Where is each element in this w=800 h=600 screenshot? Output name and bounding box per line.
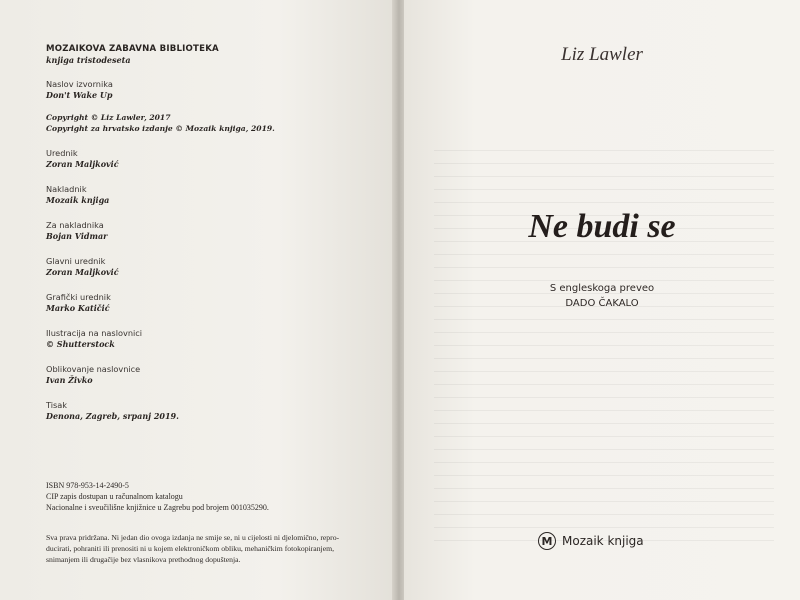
series-block	[46, 44, 366, 66]
rights-line: snimanjem ili drugačije bez vlasnikova prethodnog dopuštenja.	[46, 555, 241, 564]
cip-line: CIP zapis dostupan u računalnom katalogu	[46, 492, 183, 501]
author-name: Liz Lawler	[561, 44, 643, 65]
credit-label: Ilustracija na naslovnici	[46, 328, 143, 338]
series-title: MOZAIKOVA ZABAVNA BIBLIOTEKA	[46, 44, 219, 54]
copyright-line: Copyright © Liz Lawler, 2017	[46, 113, 171, 122]
translator-name: DADO ČAKALO	[565, 298, 639, 309]
series-number: knjiga tristodeseta	[46, 55, 131, 65]
publisher-imprint	[538, 532, 644, 550]
original-title-label: Naslov izvornika	[46, 79, 113, 89]
rights-line: Sva prava pridržana. Ni jedan dio ovoga izdanja ne smije se, ni u cijelosti ni djelomično, repro-	[46, 533, 340, 542]
credit-value: Marko Katičić	[46, 303, 110, 313]
book-title: Ne budi se	[528, 208, 676, 245]
credit-label: Oblikovanje naslovnice	[46, 364, 141, 374]
imprint-page	[0, 0, 398, 600]
credit-label: Za nakladnika	[46, 220, 104, 230]
credit-publisher	[46, 184, 366, 206]
credit-graphic-editor	[46, 292, 366, 314]
copyright-line: Copyright za hrvatsko izdanje © Mozaik knjiga, 2019.	[46, 124, 275, 133]
credit-for-publisher	[46, 220, 366, 242]
credit-label: Grafički urednik	[46, 292, 111, 302]
credit-label: Tisak	[46, 400, 68, 410]
rights-block	[46, 532, 376, 565]
credit-value: Mozaik knjiga	[46, 195, 110, 205]
isbn: ISBN 978-953-14-2490-5	[46, 481, 129, 490]
rights-line: ducirati, pohraniti ili prenositi ni u kojem elektroničkom obliku, mehaničkim fotokopiranjem,	[46, 544, 335, 553]
credit-label: Urednik	[46, 148, 78, 158]
credit-value: Bojan Vidmar	[46, 231, 108, 241]
original-title: Don't Wake Up	[46, 90, 113, 100]
publisher-logo-icon: M	[538, 532, 556, 550]
credit-label: Glavni urednik	[46, 256, 106, 266]
translator-block	[404, 281, 800, 311]
credit-value: Zoran Maljković	[46, 267, 119, 277]
credit-value: Ivan Živko	[46, 375, 93, 385]
credit-value: Denona, Zagreb, srpanj 2019.	[46, 411, 179, 421]
publisher-name: Mozaik knjiga	[562, 534, 644, 548]
credit-chief-editor	[46, 256, 366, 278]
credit-value: Zoran Maljković	[46, 159, 119, 169]
catalog-block	[46, 480, 376, 513]
original-title-block	[46, 79, 366, 101]
credit-print	[46, 400, 366, 422]
credit-cover-design	[46, 364, 366, 386]
credit-cover-illustration	[46, 328, 366, 350]
credit-value: © Shutterstock	[46, 339, 115, 349]
copyright-block	[46, 112, 366, 134]
translator-line: S engleskoga preveo	[549, 283, 655, 294]
credit-label: Nakladnik	[46, 184, 87, 194]
cip-line: Nacionalne i sveučilišne knjižnice u Zagrebu pod brojem 001035290.	[46, 503, 269, 512]
title-page	[404, 0, 800, 600]
credit-editor	[46, 148, 366, 170]
